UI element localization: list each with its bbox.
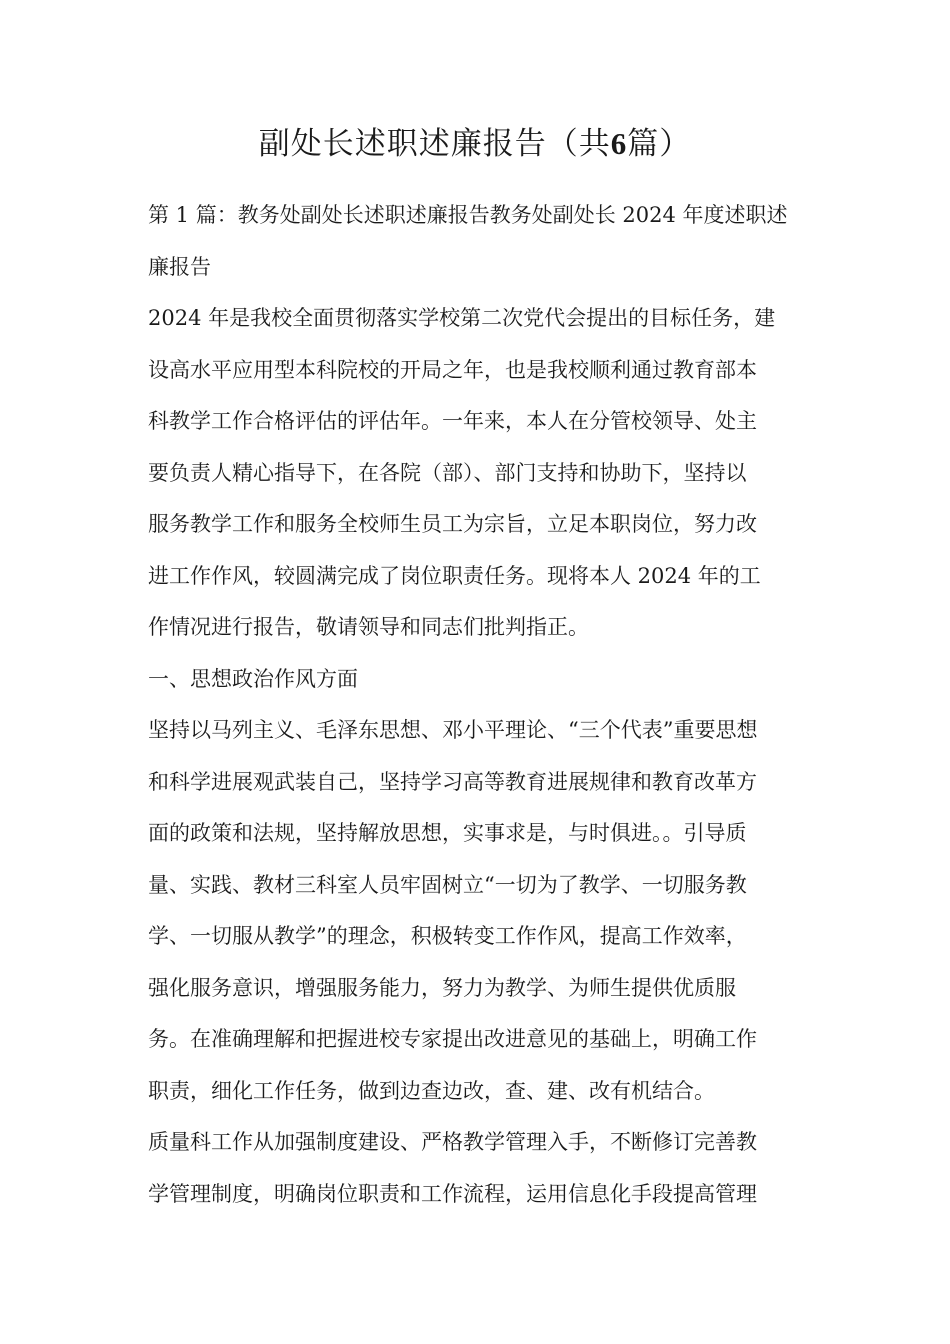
text-line: 廉报告 <box>148 254 211 279</box>
text-line: 质量科工作从加强制度建设、严格教学管理入手，不断修订完善教 <box>148 1130 757 1154</box>
title-number: 6 <box>610 126 628 161</box>
text-line: 设高水平应用型本科院校的开局之年，也是我校顺利通过教育部本 <box>148 357 757 382</box>
title-suffix: 篇） <box>627 126 692 162</box>
title-prefix: 副处长述职述廉报告（共 <box>258 126 611 162</box>
text-line: 学管理制度，明确岗位职责和工作流程，运用信息化手段提高管理 <box>148 1181 757 1206</box>
text-line: 和科学进展观武装自己，坚持学习高等教育进展规律和教育改革方 <box>148 769 757 794</box>
text-line: 面的政策和法规，坚持解放思想，实事求是，与时俱进。。引导质 <box>148 821 747 845</box>
text-line: 进工作作风，较圆满完成了岗位职责任务。现将本人 2024 年的工 <box>148 563 761 588</box>
text-line: 学、一切服从教学”的理念，积极转变工作作风，提高工作效率， <box>148 924 747 948</box>
document-body <box>148 190 808 1220</box>
section-heading: 一、思想政治作风方面 <box>148 666 358 691</box>
text-line: 坚持以马列主义、毛泽东思想、邓小平理论、“三个代表”重要思想 <box>148 718 758 742</box>
text-line: 服务教学工作和服务全校师生员工为宗旨，立足本职岗位，努力改 <box>148 512 757 536</box>
text-line: 务。在准确理解和把握进校专家提出改进意见的基础上，明确工作 <box>148 1027 757 1051</box>
text-line: 科教学工作合格评估的评估年。一年来，本人在分管校领导、处主 <box>148 409 757 433</box>
text-line: 第 1 篇：教务处副处长述职述廉报告教务处副处长 2024 年度述职述 <box>148 203 788 227</box>
text-line: 作情况进行报告，敬请领导和同志们批判指正。 <box>148 615 589 639</box>
document-title <box>0 118 950 170</box>
text-line: 强化服务意识，增强服务能力，努力为教学、为师生提供优质服 <box>148 975 736 1000</box>
text-line: 职责，细化工作任务，做到边查边改，查、建、改有机结合。 <box>148 1078 715 1103</box>
text-line: 2024 年是我校全面贯彻落实学校第二次党代会提出的目标任务，建 <box>148 306 776 330</box>
text-line: 要负责人精心指导下，在各院（部）、部门支持和协助下，坚持以 <box>148 460 747 485</box>
text-line: 量、实践、教材三科室人员牢固树立“一切为了教学、一切服务教 <box>148 872 747 897</box>
